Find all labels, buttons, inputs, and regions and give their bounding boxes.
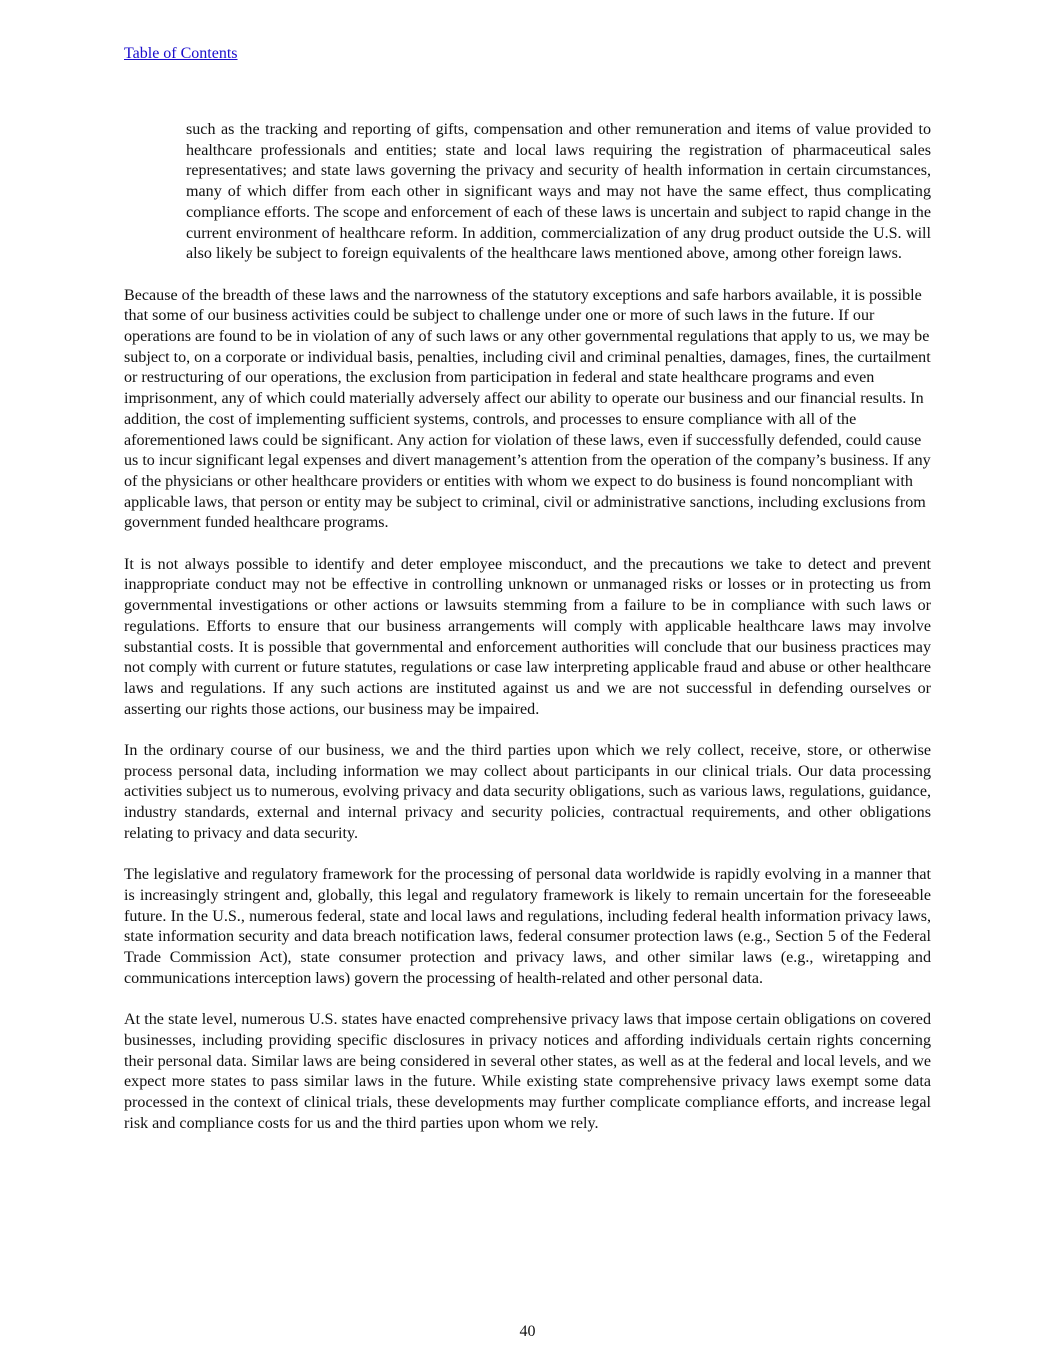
paragraph-healthcare-laws-continued: such as the tracking and reporting of gifts, compensation and other remuneration and items of value provided to healthcare professionals and entities; state and local laws requiring the registration of pharmaceutical sales representatives; and state laws governing the privacy and security of health information in certain circumstances, many of which differ from each other in significant ways and may not have the same effect, thus complicating compliance efforts. The scope and enforcement of each of these laws is uncertain and subject to rapid change in the current environment of healthcare reform. In addition, commercialization of any drug product outside the U.S. will also likely be subject to foreign equivalents of the healthcare laws mentioned above, among other foreign laws. [186, 121, 931, 263]
paragraph-state-privacy-laws: At the state level, numerous U.S. states have enacted comprehensive privacy laws that impose certain obligations on covered businesses, including providing specific disclosures in privacy notices and affording individuals certain rights concerning their personal data. Similar laws are being considered in several other states, as well as at the federal and local levels, and we expect more states to pass similar laws in the future. While existing state comprehensive privacy laws exempt some data processed in the context of clinical trials, these developments may further complicate compliance efforts, and increase legal risk and compliance costs for us and the third parties upon whom we rely. [124, 1011, 931, 1132]
table-of-contents-link[interactable]: Table of Contents [124, 45, 238, 62]
paragraph-personal-data-processing: In the ordinary course of our business, we and the third parties upon which we rely collect, receive, store, or otherwise process personal data, including information we may collect about participants in our clinical trials. Our data processing activities subject us to numerous, evolving privacy and data security obligations, such as various laws, regulations, guidance, industry standards, external and internal privacy and security policies, contractual requirements, and other obligations relating to privacy and data security. [124, 742, 931, 842]
document-body [124, 120, 931, 1155]
paragraph-regulatory-framework: The legislative and regulatory framework for the processing of personal data worldwide is rapidly evolving in a manner that is increasingly stringent and, globally, this legal and regulatory framework is likely to remain uncertain for the foreseeable future. In the U.S., numerous federal, state and local laws and regulations, including federal health information privacy laws, state information security and data breach notification laws, federal consumer protection laws (e.g., Section 5 of the Federal Trade Commission Act), state consumer protection and privacy laws, and other similar laws (e.g., wiretapping and communications interception laws) govern the processing of health-related and other personal data. [124, 866, 931, 987]
paragraph-employee-misconduct: It is not always possible to identify and deter employee misconduct, and the precautions we take to detect and prevent inappropriate conduct may not be effective in controlling unknown or unmanaged risks or losses or in protecting us from governmental investigations or other actions or lawsuits stemming from a failure to be in compliance with such laws or regulations. Efforts to ensure that our business arrangements will comply with applicable healthcare laws may involve substantial costs. It is possible that governmental and enforcement authorities will conclude that our business practices may not comply with current or future statutes, regulations or case law interpreting applicable fraud and abuse or other healthcare laws and regulations. If any such actions are instituted against us and we are not successful in defending ourselves or asserting our rights those actions, our business may be impaired. [124, 555, 931, 718]
page-number: 40 [519, 1323, 536, 1340]
paragraph-breadth-of-laws: Because of the breadth of these laws and the narrowness of the statutory exceptions and safe harbors available, it is possible that some of our business activities could be subject to challenge under one or more of such laws in the future. If our operations are found to be in violation of any of such laws or any other governmental regulations that apply to us, we may be subject to, on a corporate or individual basis, penalties, including civil and criminal penalties, damages, fines, the curtailment or restructuring of our operations, the exclusion from participation in federal and state healthcare programs and even imprisonment, any of which could materially adversely affect our ability to operate our business and our financial results. In addition, the cost of implementing sufficient systems, controls, and processes to ensure compliance with all of the aforementioned laws could be significant. Any action for violation of these laws, even if successfully defended, could cause us to incur significant legal expenses and divert management’s attention from the operation of the company’s business. If any of the physicians or other healthcare providers or entities with whom we expect to do business is found noncompliant with applicable laws, that person or entity may be subject to criminal, civil or administrative sanctions, including exclusions from government funded healthcare programs. [124, 286, 931, 532]
